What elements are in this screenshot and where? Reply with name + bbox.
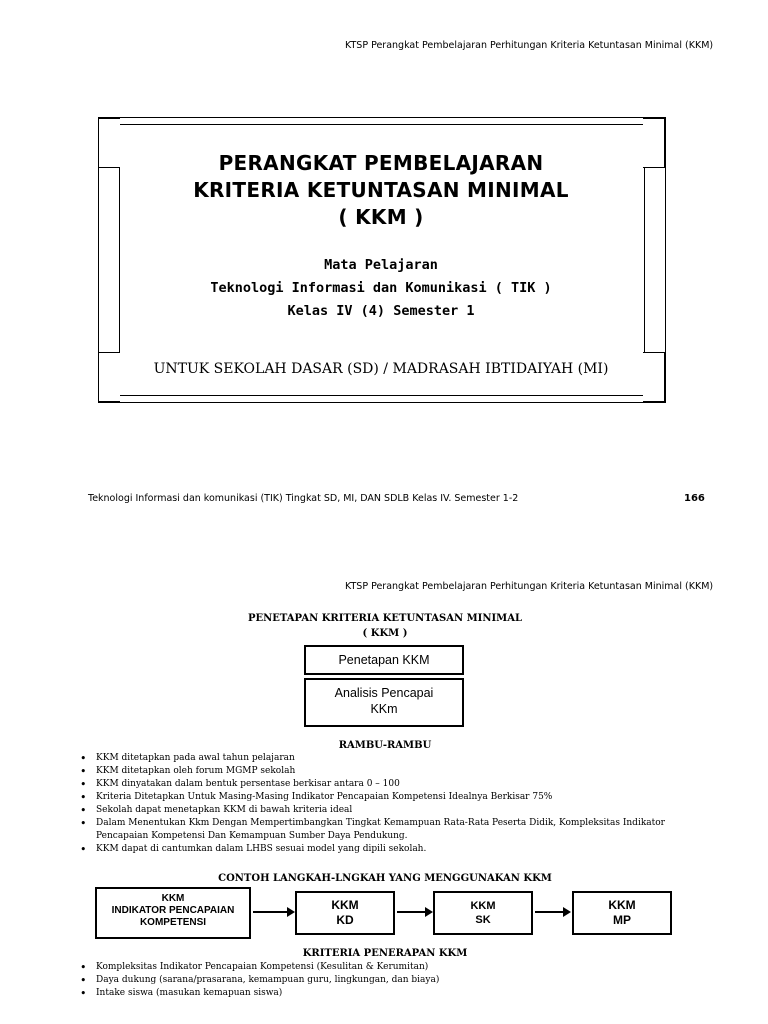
list-item: • KKM dinyatakan dalam bentuk persentase berkisar antara 0 – 100 [80, 778, 680, 791]
subject-label: Mata Pelajaran [324, 257, 438, 273]
kriteria-list [80, 961, 680, 1000]
contoh-title: CONTOH LANGKAH-LNGKAH YANG MENGGUNAKAN KKM [218, 873, 552, 884]
list-item: • Kriteria Ditetapkan Untuk Masing-Masing Indikator Pencapaian Kompetensi Idealnya Berkisar 75% [80, 791, 680, 804]
flow-box-indikator [95, 887, 251, 939]
page-number: 166 [684, 493, 705, 504]
page-footer: Teknologi Informasi dan komunikasi (TIK) Tingkat SD, MI, DAN SDLB Kelas IV. Semester 1-2 [88, 493, 519, 504]
flow-box4-line1: KKM [608, 898, 636, 912]
class-semester: Kelas IV (4) Semester 1 [287, 303, 475, 319]
document-title [119, 150, 643, 231]
flow-arrow-1 [253, 911, 289, 913]
analisis-box [304, 678, 464, 727]
flow-box1-line1: KKM [161, 893, 185, 904]
rambu-list [80, 752, 680, 856]
list-item: • Dalam Menentukan Kkm Dengan Mempertimbangkan Tingkat Kemampuan Rata-Rata Peserta Didik, Kompleksitas Indikator Pencapaian Kompetensi Dan Kemampuan Sumber Daya Pendukung. [80, 817, 680, 843]
title-line-3: ( KKM ) [338, 205, 424, 229]
flow-box-mp [572, 891, 672, 935]
analisis-line-2: KKm [370, 702, 398, 716]
list-item: • Sekolah dapat menetapkan KKM di bawah kriteria ideal [80, 804, 680, 817]
subject-block [119, 254, 643, 323]
frame-corner-tr [643, 118, 665, 168]
page-header-2: KTSP Perangkat Pembelajaran Perhitungan Kriteria Ketuntasan Minimal (KKM) [345, 581, 714, 592]
list-item: • Kompleksitas Indikator Pencapaian Kompetensi (Kesulitan & Kerumitan) [80, 961, 680, 974]
page-header: KTSP Perangkat Pembelajaran Perhitungan Kriteria Ketuntasan Minimal (KKM) [345, 40, 714, 51]
flow-arrowhead-1 [287, 907, 295, 917]
section-title-line-1: PENETAPAN KRITERIA KETUNTASAN MINIMAL [248, 613, 522, 624]
flow-box1-line2: INDIKATOR PENCAPAIAN [111, 905, 235, 916]
title-line-2: KRITERIA KETUNTASAN MINIMAL [193, 178, 569, 202]
flow-arrowhead-2 [425, 907, 433, 917]
flow-box2-line2: KD [336, 913, 354, 927]
flow-arrow-3 [535, 911, 565, 913]
kriteria-title: KRITERIA PENERAPAN KKM [302, 948, 468, 959]
list-item: • KKM ditetapkan oleh forum MGMP sekolah [80, 765, 680, 778]
flow-arrowhead-3 [563, 907, 571, 917]
frame-corner-bl [98, 352, 120, 402]
flow-box-sk [433, 891, 533, 935]
section-title-line-2: ( KKM ) [362, 628, 408, 639]
analisis-line-1: Analisis Pencapai [334, 686, 434, 700]
list-item: • KKM ditetapkan pada awal tahun pelajaran [80, 752, 680, 765]
list-item: • Daya dukung (sarana/prasarana, kemampuan guru, lingkungan, dan biaya) [80, 974, 680, 987]
flow-box2-line1: KKM [331, 898, 359, 912]
school-level: UNTUK SEKOLAH DASAR (SD) / MADRASAH IBTIDAIYAH (MI) [153, 361, 609, 377]
title-line-1: PERANGKAT PEMBELAJARAN [218, 151, 544, 175]
subject-name: Teknologi Informasi dan Komunikasi ( TIK ) [210, 280, 552, 296]
list-item: • Intake siswa (masukan kemapuan siswa) [80, 987, 680, 1000]
list-item: • KKM dapat di cantumkan dalam LHBS sesuai model yang dipili sekolah. [80, 843, 680, 856]
flow-box1-line3: KOMPETENSI [139, 917, 207, 928]
penetapan-kkm-label: Penetapan KKM [338, 653, 430, 667]
flow-arrow-2 [397, 911, 427, 913]
rambu-title: RAMBU-RAMBU [338, 740, 432, 751]
flow-box4-line2: MP [613, 913, 631, 927]
flow-box3-line2: SK [475, 914, 491, 926]
penetapan-kkm-box [304, 645, 464, 675]
flow-box3-line1: KKM [470, 900, 496, 912]
frame-corner-br [643, 352, 665, 402]
flow-box-kd [295, 891, 395, 935]
frame-corner-tl [98, 118, 120, 168]
section-title-penetapan [180, 611, 590, 641]
